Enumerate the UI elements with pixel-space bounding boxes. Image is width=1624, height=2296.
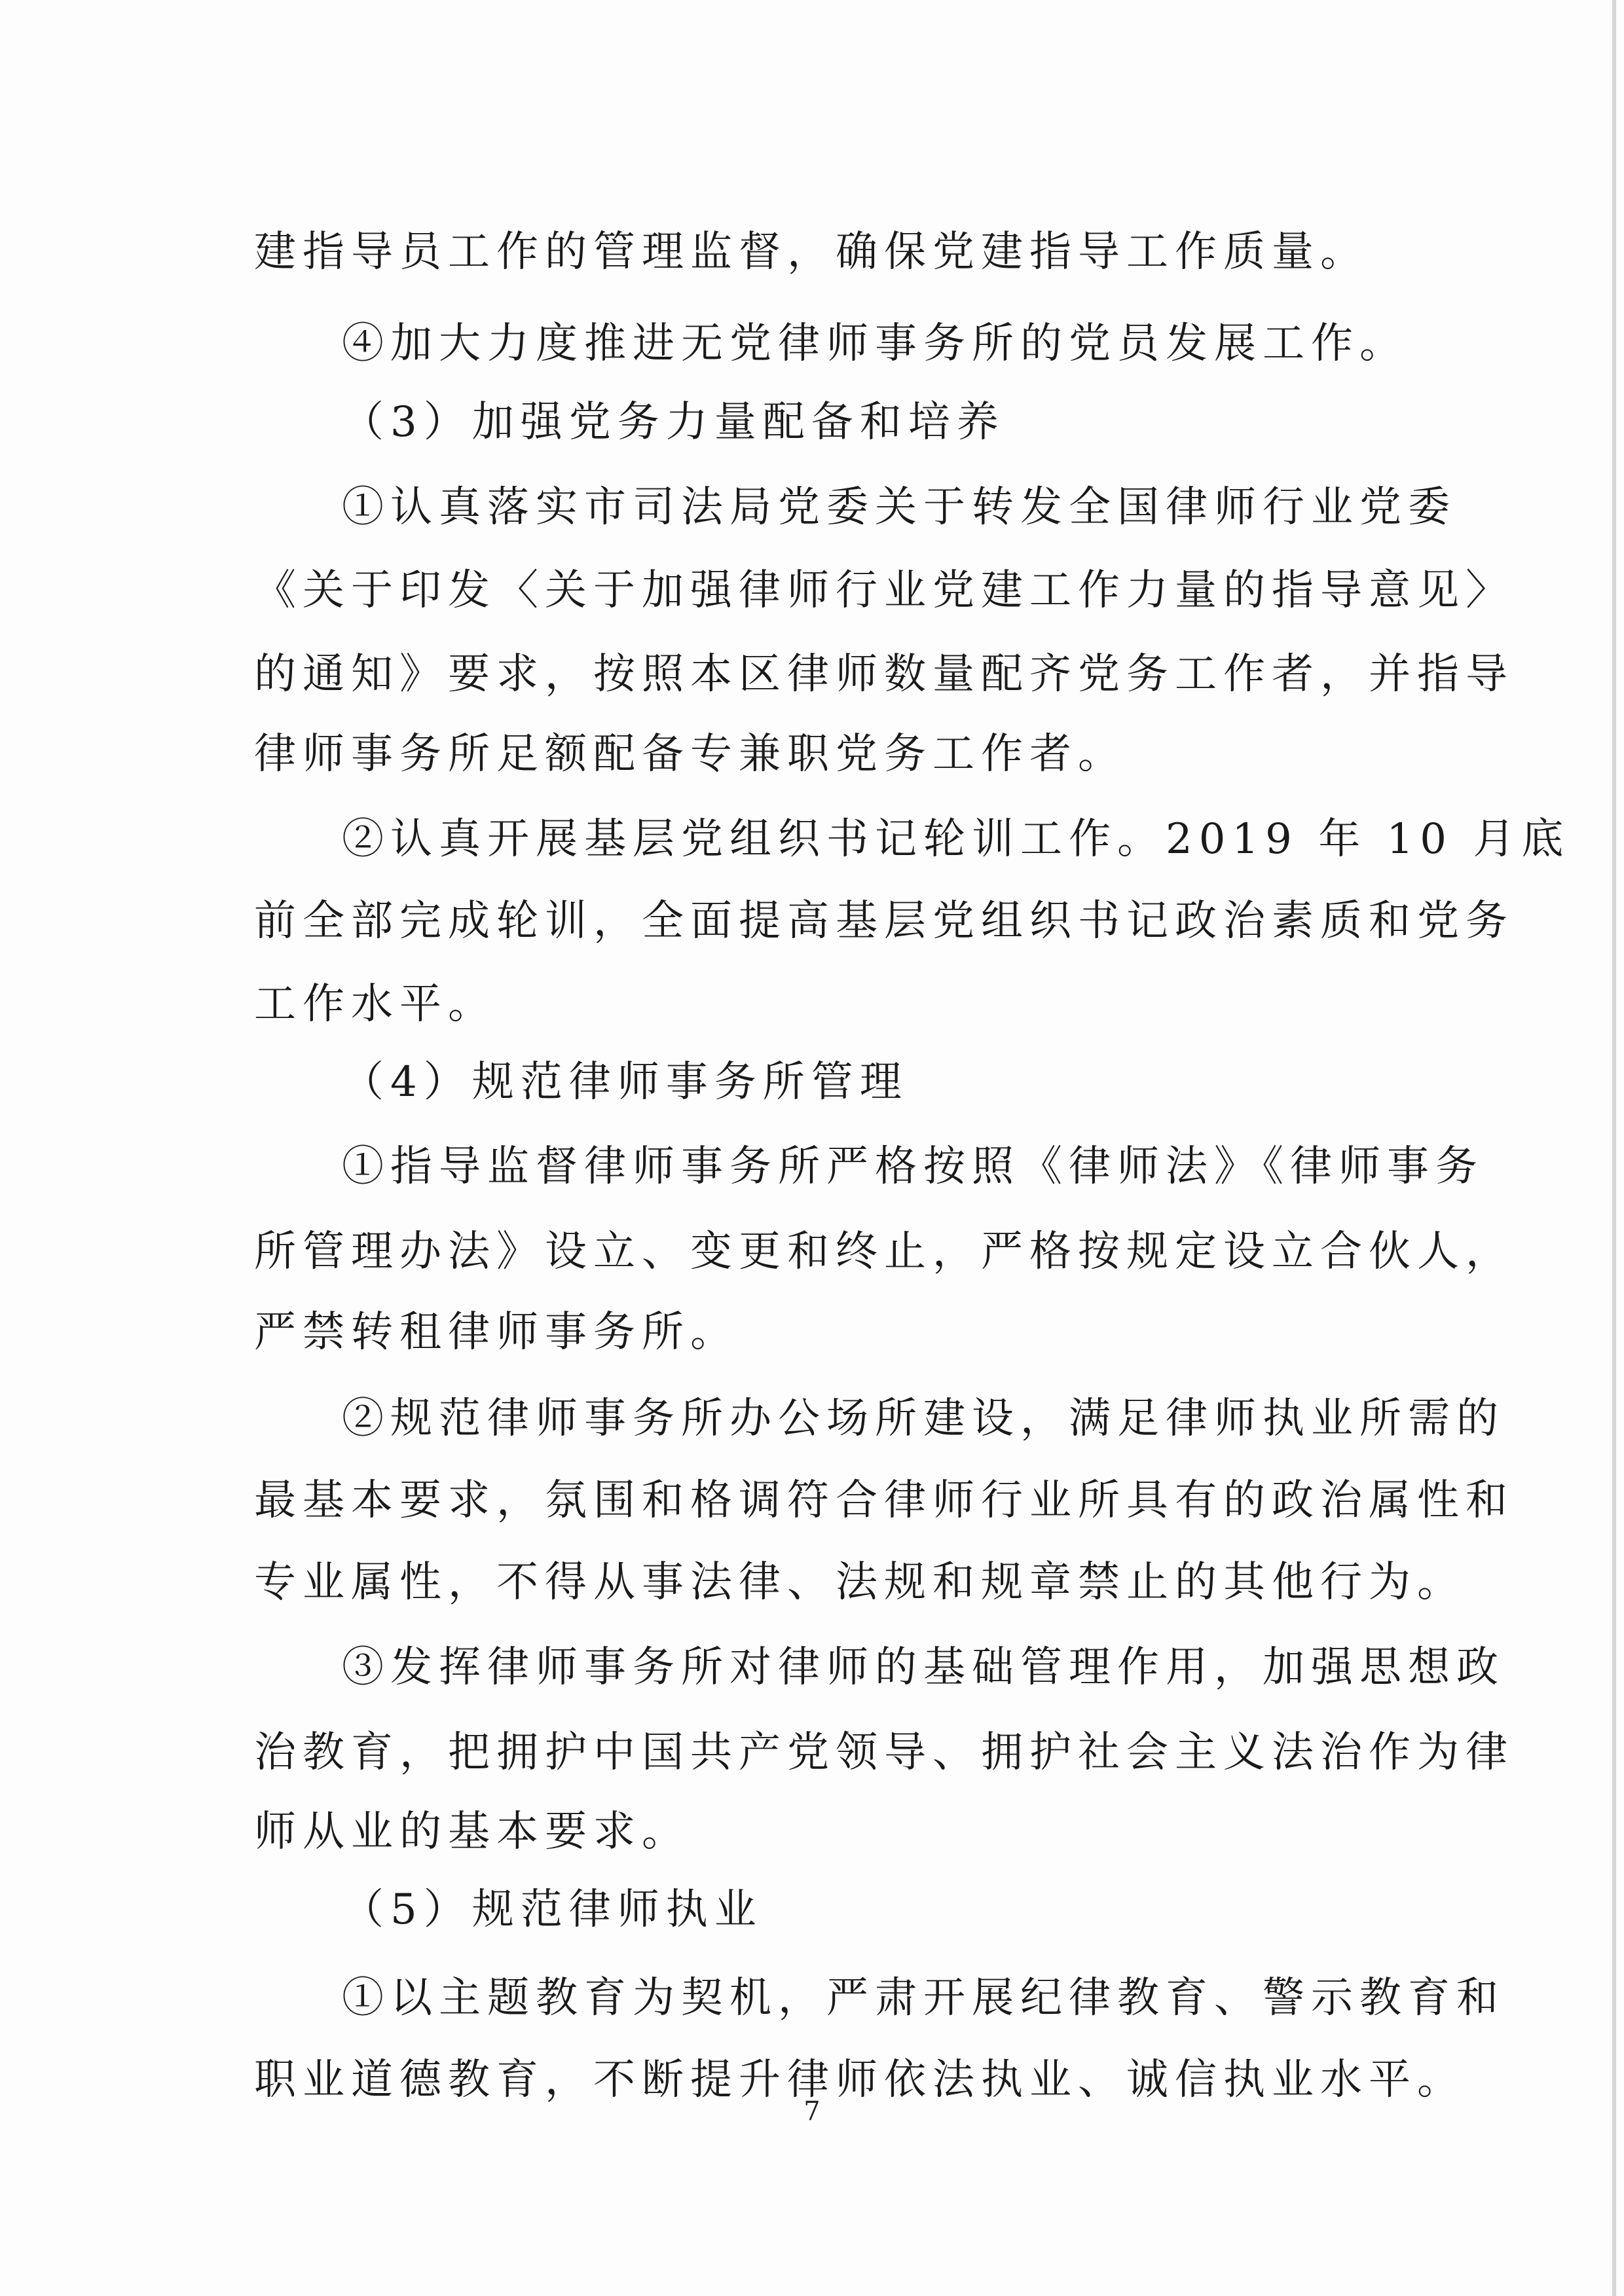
- text-line: 工作水平。: [254, 980, 496, 1029]
- text-line: 律师事务所足额配备专兼职党务工作者。: [254, 730, 1126, 778]
- text-line: ②规范律师事务所办公场所建设，满足律师执业所需的: [342, 1394, 1505, 1443]
- text-line: ①认真落实市司法局党委关于转发全国律师行业党委: [342, 483, 1456, 532]
- text-line: 师从业的基本要求。: [254, 1808, 690, 1856]
- section-heading: （5）规范律师执业: [342, 1886, 763, 1934]
- text-line: ④加大力度推进无党律师事务所的党员发展工作。: [342, 319, 1408, 368]
- text-line: ①指导监督律师事务所严格按照《律师法》《律师事务: [342, 1142, 1484, 1191]
- text-line: 《关于印发〈关于加强律师行业党建工作力量的指导意见〉: [254, 566, 1514, 615]
- text-line: ③发挥律师事务所对律师的基础管理作用，加强思想政: [342, 1643, 1505, 1692]
- text-line: 职业道德教育，不断提升律师依法执业、诚信执业水平。: [254, 2056, 1466, 2104]
- text-line: 最基本要求，氛围和格调符合律师行业所具有的政治属性和: [254, 1476, 1514, 1525]
- scan-edge: [1612, 0, 1616, 2296]
- text-line: 所管理办法》设立、变更和终止，严格按规定设立合伙人，: [254, 1228, 1514, 1276]
- section-heading: （4）规范律师事务所管理: [342, 1058, 908, 1106]
- text-line: ①以主题教育为契机，严肃开展纪律教育、警示教育和: [342, 1974, 1505, 2022]
- text-line: 治教育，把拥护中国共产党领导、拥护社会主义法治作为律: [254, 1728, 1514, 1777]
- text-line: 建指导员工作的管理监督，确保党建指导工作质量。: [254, 228, 1369, 276]
- text-line: 前全部完成轮训，全面提高基层党组织书记政治素质和党务: [254, 897, 1514, 945]
- text-line: 的通知》要求，按照本区律师数量配齐党务工作者，并指导: [254, 650, 1514, 699]
- page-number: 7: [803, 2096, 821, 2126]
- text-line: 专业属性，不得从事法律、法规和规章禁止的其他行为。: [254, 1558, 1466, 1607]
- text-line: 严禁转租律师事务所。: [254, 1308, 739, 1357]
- text-line: ②认真开展基层党组织书记轮训工作。2019 年 10 月底: [342, 815, 1570, 864]
- section-heading: （3）加强党务力量配备和培养: [342, 398, 1005, 446]
